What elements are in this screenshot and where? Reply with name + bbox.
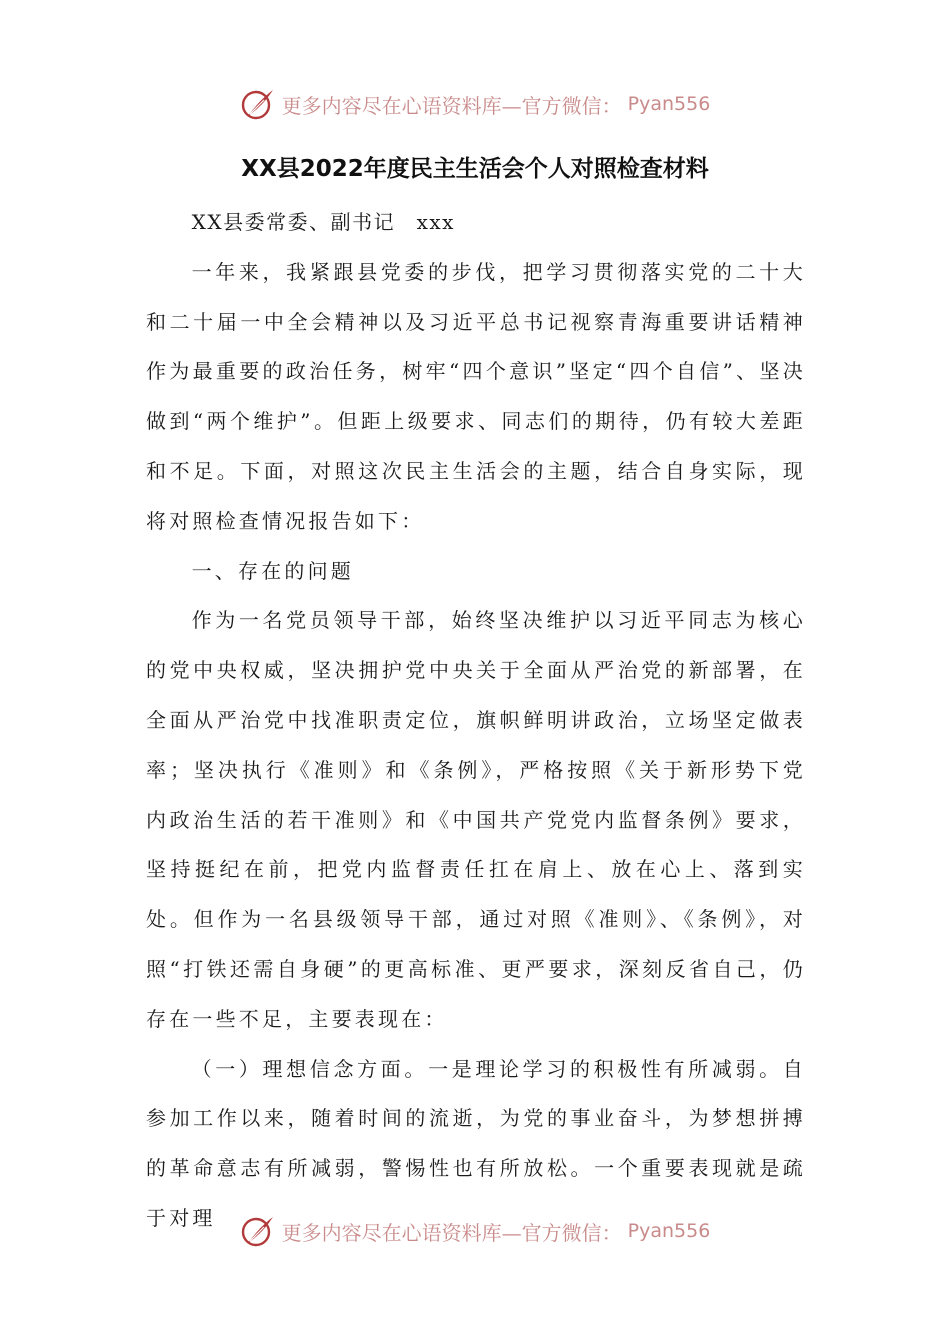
watermark-banner-top [0,82,950,126]
watermark-text: 更多内容尽在心语资料库—官方微信： [281,93,622,118]
watermark-wechat-id: Pyan556 [627,93,711,115]
watermark-wechat-id: Pyan556 [627,1220,711,1242]
quill-logo-icon [240,1213,276,1249]
watermark-banner-bottom [0,1209,950,1253]
section-heading: 一、存在的问题 [191,558,354,583]
author-line: XX县委常委、副书记 xxx [191,210,455,234]
paragraph-ideals: （一）理想信念方面。一是理论学习的积极性有所减弱。自参加工作以来，随着时间的流逝，为党的事业奋斗，为梦想拼搏的革命意志有所减弱，警惕性也有所放松。一个重要表现就是疏于对理 [146,1056,806,1230]
document-body [146,198,806,1244]
paragraph-problems: 作为一名党员领导干部，始终坚决维护以习近平同志为核心的党中央权威，坚决拥护党中央关于全面从严治党的新部署，在全面从严治党中找准职责定位，旗帜鲜明讲政治，立场坚定做表率；坚决执行《准则》和《条例》，严格按照《关于新形势下党内政治生活的若干准则》和《中国共产党党内监督条例》要求，坚持挺纪在前，把党内监督责任扛在肩上、放在心上、落到实处。但作为一名县级领导干部，通过对照《准则》、《条例》，对照“打铁还需自身硬”的更高标准、更严要求，深刻反省自己，仍存在一些不足，主要表现在： [146,608,806,1031]
quill-logo-icon [240,86,276,122]
watermark-text: 更多内容尽在心语资料库—官方微信： [281,1220,622,1245]
paragraph-intro: 一年来，我紧跟县党委的步伐，把学习贯彻落实党的二十大和二十届一中全会精神以及习近平总书记视察青海重要讲话精神作为最重要的政治任务，树牢“四个意识”坚定“四个自信”、坚决做到“两个维护”。但距上级要求、同志们的期待，仍有较大差距和不足。下面，对照这次民主生活会的主题，结合自身实际，现将对照检查情况报告如下： [146,259,806,533]
document-title: XX县2022年度民主生活会个人对照检查材料 [241,156,709,182]
